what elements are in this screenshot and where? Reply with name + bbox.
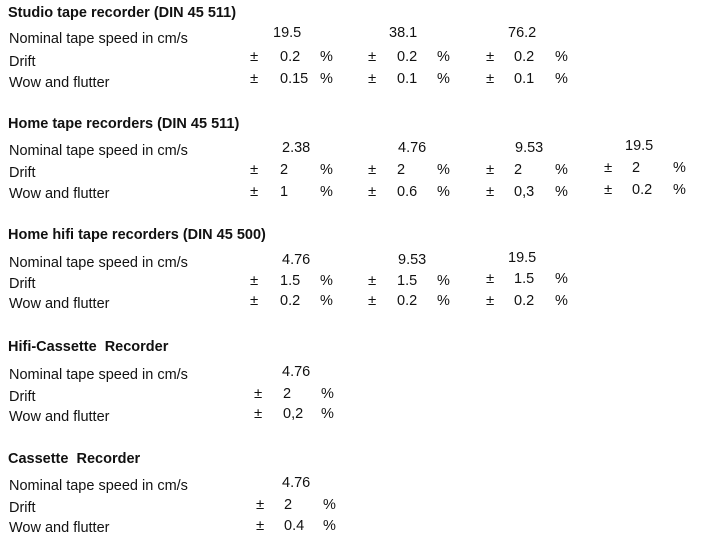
plus-minus-sign: ± <box>486 292 495 309</box>
drift-row-label: Drift <box>9 276 36 292</box>
wow-value: 1 <box>280 184 289 200</box>
speed-value: 4.76 <box>398 140 427 156</box>
plus-minus-sign: ± <box>256 496 265 513</box>
percent-unit: % <box>321 386 334 402</box>
speed-value: 9.53 <box>515 140 544 156</box>
plus-minus-sign: ± <box>486 161 495 178</box>
speed-value: 19.5 <box>273 25 302 41</box>
drift-value: 1.5 <box>514 271 535 287</box>
drift-row-label: Drift <box>9 165 36 181</box>
speed-value: 76.2 <box>508 25 537 41</box>
plus-minus-sign: ± <box>604 159 613 176</box>
drift-value: 0.2 <box>514 49 535 65</box>
speed-value: 4.76 <box>282 475 311 491</box>
section-title: Hifi-Cassette Recorder <box>8 339 169 355</box>
speed-value: 19.5 <box>625 138 654 154</box>
percent-unit: % <box>320 162 333 178</box>
wow-value: 0,3 <box>514 184 535 200</box>
percent-unit: % <box>673 182 686 198</box>
wow-value: 0.4 <box>284 518 305 534</box>
plus-minus-sign: ± <box>486 70 495 87</box>
plus-minus-sign: ± <box>368 161 377 178</box>
percent-unit: % <box>555 184 568 200</box>
speed-row-label: Nominal tape speed in cm/s <box>9 143 188 159</box>
percent-unit: % <box>320 184 333 200</box>
plus-minus-sign: ± <box>368 183 377 200</box>
plus-minus-sign: ± <box>250 183 259 200</box>
percent-unit: % <box>437 162 450 178</box>
section-title: Studio tape recorder (DIN 45 511) <box>8 5 237 21</box>
drift-value: 2 <box>632 160 641 176</box>
speed-value: 2.38 <box>282 140 311 156</box>
speed-value: 4.76 <box>282 252 311 268</box>
wow-row-label: Wow and flutter <box>9 520 110 536</box>
wow-row-label: Wow and flutter <box>9 409 110 425</box>
percent-unit: % <box>320 71 333 87</box>
wow-value: 0.2 <box>514 293 535 309</box>
percent-unit: % <box>555 49 568 65</box>
plus-minus-sign: ± <box>254 385 263 402</box>
plus-minus-sign: ± <box>368 48 377 65</box>
plus-minus-sign: ± <box>368 292 377 309</box>
plus-minus-sign: ± <box>486 48 495 65</box>
wow-value: 0,2 <box>283 406 304 422</box>
section-home-hifi-tape-recorders <box>0 226 706 326</box>
drift-value: 0.2 <box>397 49 418 65</box>
speed-value: 19.5 <box>508 250 537 266</box>
speed-row-label: Nominal tape speed in cm/s <box>9 31 188 47</box>
percent-unit: % <box>437 71 450 87</box>
drift-value: 2 <box>280 162 289 178</box>
percent-unit: % <box>320 293 333 309</box>
drift-value: 2 <box>283 386 292 402</box>
plus-minus-sign: ± <box>368 70 377 87</box>
plus-minus-sign: ± <box>254 405 263 422</box>
section-hifi-cassette-recorder <box>0 338 706 438</box>
percent-unit: % <box>320 273 333 289</box>
percent-unit: % <box>437 184 450 200</box>
percent-unit: % <box>555 293 568 309</box>
percent-unit: % <box>437 273 450 289</box>
percent-unit: % <box>323 518 336 534</box>
plus-minus-sign: ± <box>604 181 613 198</box>
percent-unit: % <box>437 293 450 309</box>
plus-minus-sign: ± <box>250 272 259 289</box>
wow-value: 0.15 <box>280 71 309 87</box>
speed-row-label: Nominal tape speed in cm/s <box>9 255 188 271</box>
drift-value: 1.5 <box>397 273 418 289</box>
section-title: Cassette Recorder <box>8 451 141 467</box>
section-home-tape-recorders <box>0 115 706 215</box>
drift-row-label: Drift <box>9 389 36 405</box>
percent-unit: % <box>555 271 568 287</box>
plus-minus-sign: ± <box>486 270 495 287</box>
wow-value: 0.2 <box>397 293 418 309</box>
percent-unit: % <box>555 162 568 178</box>
plus-minus-sign: ± <box>486 183 495 200</box>
wow-row-label: Wow and flutter <box>9 296 110 312</box>
drift-value: 2 <box>514 162 523 178</box>
percent-unit: % <box>323 497 336 513</box>
speed-value: 4.76 <box>282 364 311 380</box>
percent-unit: % <box>437 49 450 65</box>
plus-minus-sign: ± <box>250 70 259 87</box>
wow-row-label: Wow and flutter <box>9 186 110 202</box>
wow-value: 0.2 <box>280 293 301 309</box>
plus-minus-sign: ± <box>250 48 259 65</box>
drift-value: 2 <box>284 497 293 513</box>
speed-value: 38.1 <box>389 25 418 41</box>
wow-value: 0.6 <box>397 184 418 200</box>
drift-row-label: Drift <box>9 500 36 516</box>
section-cassette-recorder <box>0 450 706 550</box>
plus-minus-sign: ± <box>250 161 259 178</box>
section-studio-tape-recorder <box>0 4 706 104</box>
percent-unit: % <box>321 406 334 422</box>
percent-unit: % <box>320 49 333 65</box>
plus-minus-sign: ± <box>256 517 265 534</box>
section-title: Home hifi tape recorders (DIN 45 500) <box>8 227 266 243</box>
plus-minus-sign: ± <box>368 272 377 289</box>
wow-value: 0.1 <box>514 71 535 87</box>
drift-row-label: Drift <box>9 54 36 70</box>
section-title: Home tape recorders (DIN 45 511) <box>8 116 240 132</box>
wow-value: 0.1 <box>397 71 418 87</box>
drift-value: 2 <box>397 162 406 178</box>
percent-unit: % <box>555 71 568 87</box>
speed-row-label: Nominal tape speed in cm/s <box>9 478 188 494</box>
wow-value: 0.2 <box>632 182 653 198</box>
percent-unit: % <box>673 160 686 176</box>
drift-value: 0.2 <box>280 49 301 65</box>
speed-row-label: Nominal tape speed in cm/s <box>9 367 188 383</box>
plus-minus-sign: ± <box>250 292 259 309</box>
wow-row-label: Wow and flutter <box>9 75 110 91</box>
drift-value: 1.5 <box>280 273 301 289</box>
speed-value: 9.53 <box>398 252 427 268</box>
